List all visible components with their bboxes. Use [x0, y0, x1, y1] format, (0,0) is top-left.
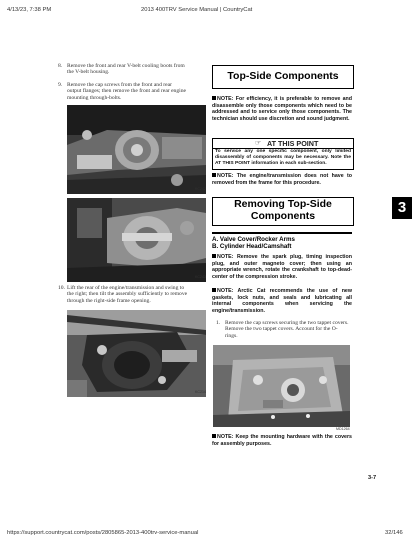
- note-new-gaskets-text: NOTE: Arctic Cat recommends the use of new gaskets, lock nuts, and seals and lubricating all internal components when servicing the engine/transmission.: [212, 288, 352, 314]
- print-page-title: 2013 400TRV Service Manual | CountryCat: [141, 7, 253, 13]
- note-efficiency-text: NOTE: For efficiency, it is preferable to remove and disassemble only those components which need to be addressed and to service only those components. The technician should use discretion and sound judgment.: [212, 96, 352, 122]
- step-1-text: Remove the cap screws securing the two tappet covers. Remove the two tappet covers. Account for the O-rings.: [225, 320, 349, 339]
- print-datetime: 4/13/23, 7:38 PM: [7, 7, 52, 13]
- removing-topside-title: [212, 199, 354, 222]
- subsection-a-heading: A. Valve Cover/Rocker Arms: [212, 236, 295, 243]
- note-bullet-icon: [212, 96, 216, 100]
- step-8: [58, 63, 186, 76]
- engine-photo-mount-bolts: [67, 198, 206, 282]
- subsection-b-heading: B. Cylinder Head/Camshaft: [212, 243, 292, 250]
- step-10: [58, 285, 188, 304]
- step-9-text: Remove the cap screws from the front and rear output flanges; then remove the front and rear engine mounting through-bolts.: [67, 82, 186, 101]
- engine-photo-removal: [67, 310, 206, 397]
- note-efficiency: [212, 96, 352, 122]
- removing-topside-title-line1: Removing Top-Side: [234, 198, 332, 210]
- topside-components-title: Top-Side Components: [227, 70, 339, 82]
- step-1-number: 1.: [216, 320, 221, 326]
- step-10-text: Lift the rear of the engine/transmission and swing to the right; then tilt the assembly sufficiently to remove through the right-side frame opening.: [67, 285, 188, 304]
- note-mounting-hardware-text: NOTE: Keep the mounting hardware with the covers for assembly purposes.: [212, 434, 352, 447]
- page-number: 3-7: [368, 475, 377, 481]
- figure-label-kc214: KC214: [195, 390, 206, 394]
- note-engine-frame: [212, 173, 352, 186]
- note-engine-frame-text: NOTE: The engine/transmission does not have to removed from the frame for this procedure.: [212, 173, 352, 186]
- section-rule: [212, 232, 352, 234]
- step-8-text: Remove the front and rear V-belt cooling boots from the V-belt housing.: [67, 63, 185, 76]
- step-8-number: 8.: [58, 63, 63, 69]
- step-9: [58, 82, 186, 101]
- at-this-point-text: To service any one specific component, only limited disassembly of components may be necessary. Note the AT THIS POINT information in each sub-section.: [215, 149, 351, 166]
- note-bullet-icon: [212, 288, 216, 292]
- step-1: [216, 320, 350, 339]
- at-this-point-header: [213, 139, 353, 149]
- figure-label-md1264: MD1264: [336, 427, 350, 431]
- cylinder-head-photo: [213, 345, 350, 427]
- pointing-hand-icon: ☞: [255, 139, 262, 147]
- note-new-gaskets: [212, 288, 352, 314]
- print-url[interactable]: https://support.countrycat.com/posts/2805865-2013-400trv-service-manual: [7, 530, 199, 536]
- at-this-point-title: AT THIS POINT: [267, 139, 319, 148]
- step-9-number: 9.: [58, 82, 63, 88]
- print-page-counter: 32/146: [385, 530, 403, 536]
- chapter-tab: 3: [392, 197, 412, 219]
- note-mounting-hardware: [212, 434, 352, 447]
- engine-photo-output-flanges: [67, 105, 206, 194]
- step-10-number: 10.: [58, 285, 65, 291]
- note-bullet-icon: [212, 254, 216, 258]
- note-spark-plug: [212, 254, 352, 280]
- note-bullet-icon: [212, 173, 216, 177]
- figure-label-kc243: KC243: [195, 275, 206, 279]
- removing-topside-title-line2: Components: [250, 209, 316, 222]
- figure-label-kc242: KC242: [195, 187, 206, 191]
- note-spark-plug-text: NOTE: Remove the spark plug, timing inspection plug, and outer magneto cover; then using an appropriate wrench, rotate the crankshaft to top-dead-center of the compression stroke.: [212, 254, 352, 280]
- note-bullet-icon: [212, 434, 216, 438]
